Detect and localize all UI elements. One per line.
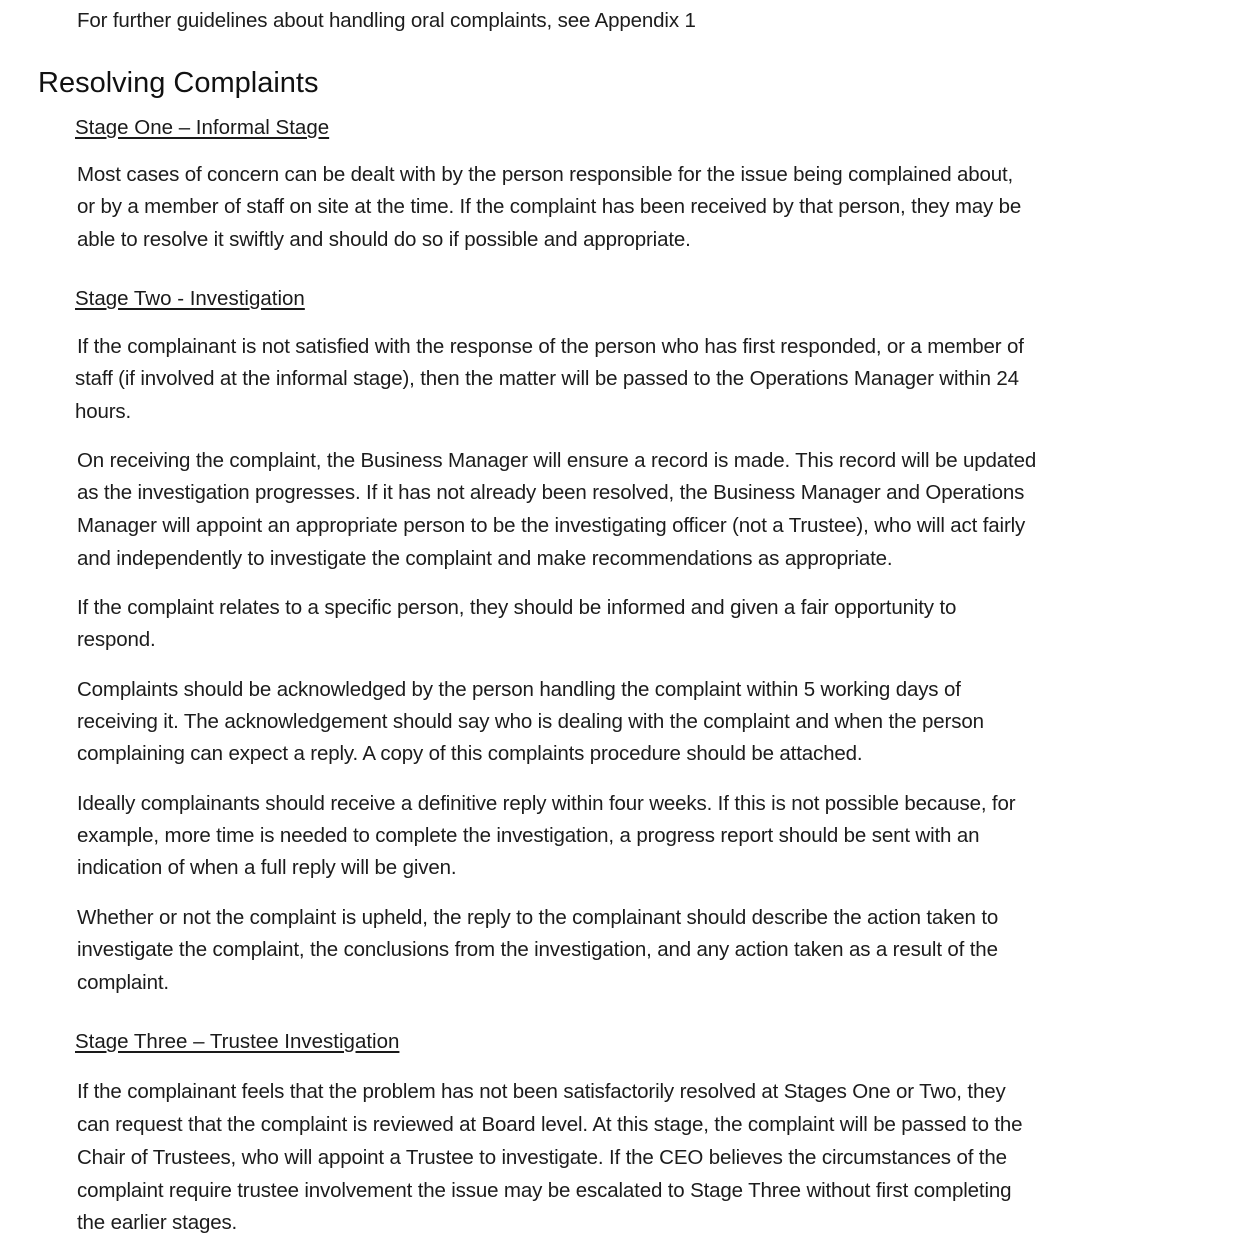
paragraph-line: Most cases of concern can be dealt with by the person responsible for the issue being complained about, bbox=[77, 163, 1014, 186]
stage-three-heading: Stage Three – Trustee Investigation bbox=[75, 1030, 400, 1053]
paragraph-line: Whether or not the complaint is upheld, the reply to the complainant should describe the action taken to bbox=[77, 906, 999, 929]
paragraph-line: complaint require trustee involvement the issue may be escalated to Stage Three without first completing bbox=[77, 1179, 1012, 1202]
paragraph-line: If the complainant feels that the problem has not been satisfactorily resolved at Stages One or Two, they bbox=[77, 1080, 1006, 1103]
paragraph-line: receiving it. The acknowledgement should say who is dealing with the complaint and when the person bbox=[77, 710, 984, 733]
paragraph-line: Chair of Trustees, who will appoint a Trustee to investigate. If the CEO believes the circumstances of the bbox=[77, 1146, 1007, 1169]
stage-two-heading: Stage Two - Investigation bbox=[75, 287, 305, 310]
paragraph-line: the earlier stages. bbox=[77, 1211, 238, 1234]
paragraph-line: or by a member of staff on site at the time. If the complaint has been received by that person, they may be bbox=[77, 195, 1022, 218]
paragraph-line: example, more time is needed to complete the investigation, a progress report should be sent with an bbox=[77, 824, 980, 847]
paragraph-line: Manager will appoint an appropriate person to be the investigating officer (not a Trustee), who will act fairly bbox=[77, 514, 1026, 537]
paragraph-line: can request that the complaint is reviewed at Board level. At this stage, the complaint will be passed to the bbox=[77, 1113, 1023, 1136]
paragraph-line: complaint. bbox=[77, 971, 169, 994]
paragraph-line: hours. bbox=[75, 400, 132, 423]
intro-note: For further guidelines about handling oral complaints, see Appendix 1 bbox=[77, 9, 696, 32]
paragraph-line: Ideally complainants should receive a definitive reply within four weeks. If this is not possible because, for bbox=[77, 792, 1016, 815]
paragraph-line: and independently to investigate the complaint and make recommendations as appropriate. bbox=[77, 547, 893, 570]
paragraph-line: On receiving the complaint, the Business Manager will ensure a record is made. This record will be updated bbox=[77, 449, 1037, 472]
section-title: Resolving Complaints bbox=[38, 67, 319, 99]
stage-one-heading: Stage One – Informal Stage bbox=[75, 116, 330, 139]
paragraph-line: able to resolve it swiftly and should do so if possible and appropriate. bbox=[77, 228, 691, 251]
paragraph-line: investigate the complaint, the conclusions from the investigation, and any action taken as a result of the bbox=[77, 938, 998, 961]
paragraph-line: complaining can expect a reply. A copy of this complaints procedure should be attached. bbox=[77, 742, 863, 765]
paragraph-line: If the complainant is not satisfied with the response of the person who has first responded, or a member of bbox=[77, 335, 1024, 358]
paragraph-line: as the investigation progresses. If it has not already been resolved, the Business Manager and Operations bbox=[77, 481, 1025, 504]
paragraph-line: If the complaint relates to a specific person, they should be informed and given a fair opportunity to bbox=[77, 596, 957, 619]
paragraph-line: Complaints should be acknowledged by the person handling the complaint within 5 working days of bbox=[77, 678, 961, 701]
paragraph-line: staff (if involved at the informal stage), then the matter will be passed to the Operations Manager within 24 bbox=[75, 367, 1019, 390]
paragraph-line: indication of when a full reply will be given. bbox=[77, 856, 457, 879]
paragraph-line: respond. bbox=[77, 628, 156, 651]
